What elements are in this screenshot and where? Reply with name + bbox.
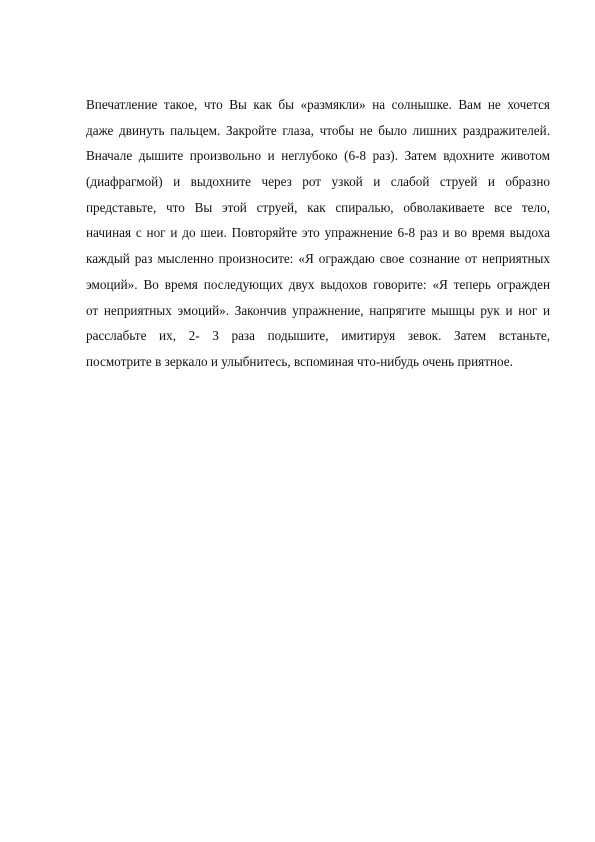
paragraph-line: расслабьте их, 2- 3 раза подышите, имитируя зевок. Затем встаньте,: [86, 328, 550, 344]
paragraph-line: Вначале дышите произвольно и неглубоко (6-8 раз). Затем вдохните животом: [86, 148, 550, 164]
paragraph-line: Впечатление такое, что Вы как бы «размякли» на солнышке. Вам не хочется: [86, 97, 550, 112]
paragraph-line: даже двинуть пальцем. Закройте глаза, чтобы не было лишних раздражителей.: [86, 122, 550, 138]
paragraph-line: каждый раз мысленно произносите: «Я ограждаю свое сознание от неприятных: [86, 251, 550, 267]
paragraph-line: от неприятных эмоций». Закончив упражнение, напрягите мышцы рук и ног и: [86, 302, 550, 318]
body-paragraph: [86, 92, 550, 375]
paragraph-line: начиная с ног и до шеи. Повторяйте это упражнение 6-8 раз и во время выдоха: [86, 225, 550, 241]
paragraph-line: (диафрагмой) и выдохните через рот узкой и слабой струей и образно: [86, 174, 550, 190]
paragraph-line: представьте, что Вы этой струей, как спиралью, обволакиваете все тело,: [86, 199, 550, 215]
paragraph-line: эмоций». Во время последующих двух выдохов говорите: «Я теперь огражден: [86, 276, 550, 292]
paragraph-line: посмотрите в зеркало и улыбнитесь, вспоминая что-нибудь очень приятное.: [86, 353, 513, 369]
